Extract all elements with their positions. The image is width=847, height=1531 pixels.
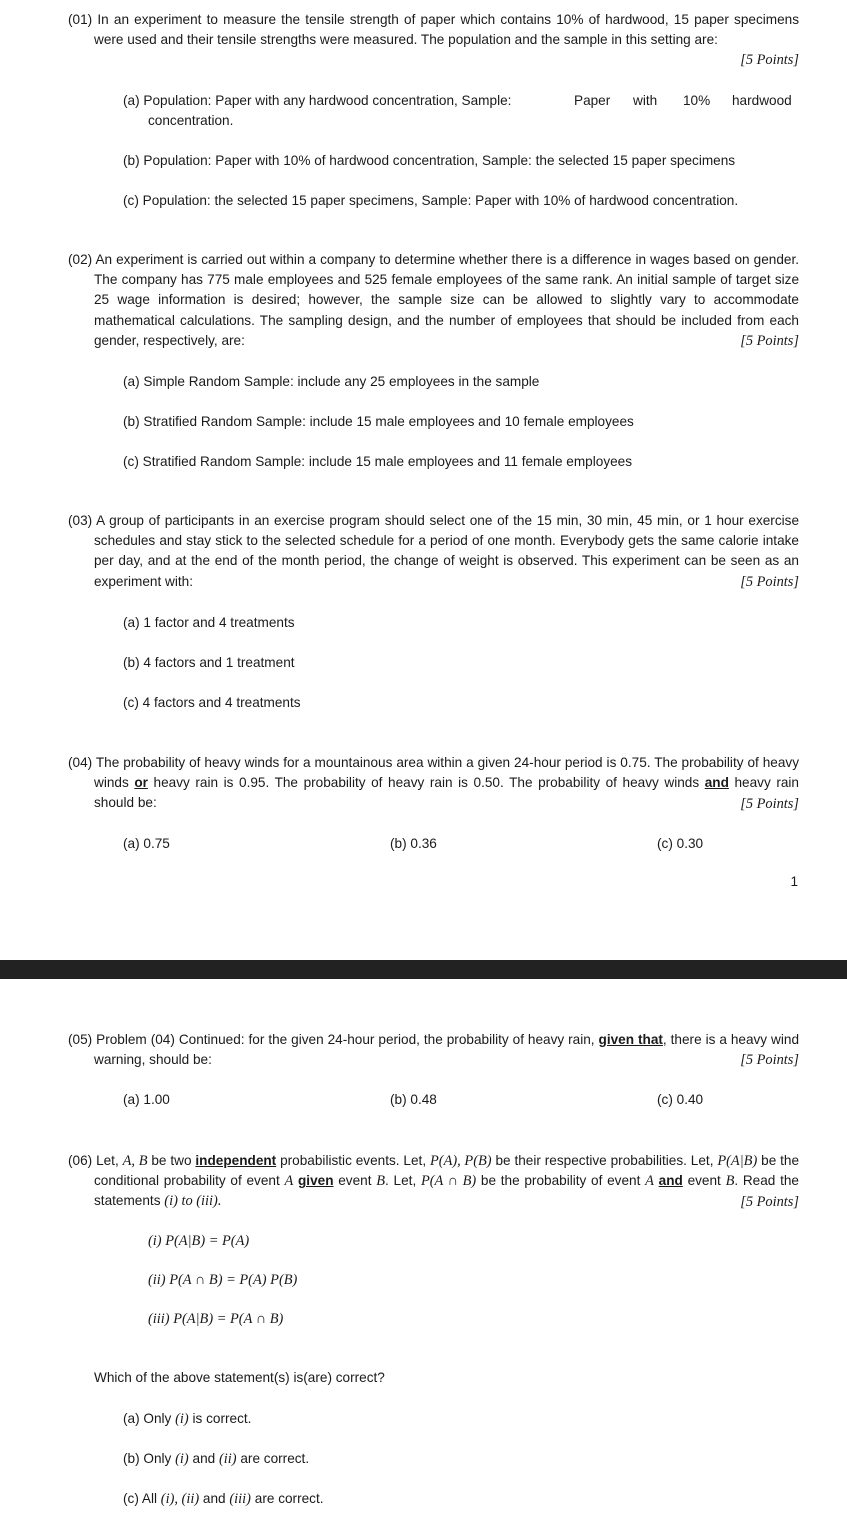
question-number: (05) (68, 1032, 93, 1047)
math-statement-ref: (i), (ii) (160, 1491, 200, 1507)
question-04-text (68, 753, 799, 814)
emphasis-and: and (658, 1173, 683, 1189)
math-event-a: A (645, 1173, 654, 1190)
option-label: (b) (123, 414, 140, 429)
option-text: and (192, 1451, 216, 1466)
question-body: In an experiment to measure the tensile strength of paper which contains 10% of hardwood, 15 paper specimens were used and their tensile strengths were measured. The population and the sample in this setting are: (94, 12, 800, 48)
option-text: 0.48 (410, 1092, 437, 1107)
question-body: The probability of heavy winds for a mountainous area within a given 24-hour period is 0.75. The probability of heavy winds (94, 755, 799, 791)
option-text-word: 10% (683, 93, 711, 108)
option-text: concentration. (148, 113, 234, 128)
question-number: (06) (68, 1153, 93, 1168)
option-text: 4 factors and 4 treatments (142, 695, 301, 710)
option-label: (a) (123, 615, 140, 630)
question-body: Problem (04) Continued: for the given 24-hour period, the probability of heavy rain, (96, 1032, 595, 1047)
question-body: probabilistic events. Let, (280, 1153, 427, 1168)
question-01 (68, 10, 800, 68)
question-number: (02) (68, 252, 93, 267)
option-label: (c) (123, 454, 139, 469)
question-05-text (68, 1030, 799, 1070)
math-event-b: B (725, 1173, 735, 1190)
option-c[interactable] (123, 1489, 324, 1509)
option-text: 1 factor and 4 treatments (143, 615, 295, 630)
points-label: [5 Points] (740, 52, 799, 68)
option-text: are correct. (240, 1451, 310, 1466)
option-c[interactable] (123, 452, 632, 472)
option-label: (a) (123, 1092, 140, 1107)
option-label: (c) (123, 1491, 139, 1506)
option-label: (a) (123, 93, 140, 108)
math-statement-range: (i) to (iii). (164, 1193, 222, 1210)
option-text: Only (143, 1411, 172, 1426)
question-number: (04) (68, 755, 93, 770)
option-text: 1.00 (143, 1092, 170, 1107)
statement-i (148, 1231, 249, 1251)
statement-expr: P(A|B) = P(A) (165, 1233, 250, 1249)
option-label: (b) (123, 153, 140, 168)
option-a[interactable] (123, 613, 295, 633)
question-number: (03) (68, 513, 93, 528)
option-text: and (202, 1491, 226, 1506)
question-03-text (68, 511, 799, 592)
points-label: [5 Points] (740, 333, 799, 349)
option-label: (c) (123, 193, 139, 208)
option-a[interactable] (123, 372, 539, 392)
option-c[interactable] (657, 834, 703, 854)
option-text: All (141, 1491, 157, 1506)
option-text: Population: the selected 15 paper specimens, Sample: Paper with 10% of hardwood concentration. (142, 193, 739, 208)
page-number: 1 (790, 874, 798, 889)
option-label: (b) (123, 655, 140, 670)
question-body: be two (151, 1153, 192, 1168)
option-label: (c) (123, 695, 139, 710)
emphasis-given: given (298, 1173, 334, 1189)
option-text: Stratified Random Sample: include 15 male employees and 10 female employees (143, 414, 634, 429)
option-label: (b) (123, 1451, 140, 1466)
question-06 (68, 1151, 799, 1212)
option-text: 0.40 (676, 1092, 704, 1107)
option-b[interactable] (123, 151, 735, 171)
emphasis-given-that: given that (598, 1032, 663, 1047)
page-2 (0, 979, 847, 1531)
option-label: (a) (123, 836, 140, 851)
points-label: [5 Points] (740, 574, 799, 590)
option-a-continued (148, 111, 233, 131)
question-02 (68, 250, 799, 351)
emphasis-or: or (134, 775, 148, 791)
question-body: . Read the statements (94, 1173, 799, 1209)
question-03 (68, 511, 799, 592)
math-probabilities: P(A), P(B) (429, 1153, 492, 1169)
statement-ii (148, 1270, 297, 1290)
option-b[interactable] (123, 412, 634, 432)
option-text: 0.75 (143, 836, 170, 851)
question-body: An experiment is carried out within a company to determine whether there is a difference in wages based on gender. The company has 775 male employees and 525 female employees of the same rank. An initial sample of target size 25 wage information is desired; however, the sample size can be allowed to slightly vary to accommodate mathematical calculations. The sampling design, and the number of employees that should be included from each gender, respectively, are: (94, 252, 799, 348)
points-label: [5 Points] (740, 1194, 799, 1210)
question-body: . Let, (385, 1173, 417, 1189)
question-body: heavy rain is 0.95. The probability of heavy rain is 0.50. The probability of heavy winds (153, 775, 700, 791)
math-event-a: A (284, 1173, 294, 1190)
math-statement-ref: (iii) (229, 1491, 251, 1507)
option-label: (b) (390, 836, 407, 851)
question-body: Let, (96, 1153, 119, 1168)
math-event-b: B (376, 1173, 386, 1190)
question-body: be the conditional probability of event (94, 1153, 800, 1189)
option-a[interactable] (123, 1409, 251, 1429)
math-conditional: P(A|B) (717, 1153, 758, 1169)
points-label: [5 Points] (740, 796, 799, 812)
question-01-text (68, 10, 799, 50)
question-06-text (68, 1151, 799, 1212)
option-b[interactable] (390, 834, 437, 854)
statement-id: (iii) (148, 1311, 170, 1327)
question-number: (01) (68, 12, 93, 27)
question-body: heavy rain should be: (94, 775, 799, 811)
question-body: A group of participants in an exercise program should select one of the 15 min, 30 min, 45 min, or 1 hour exercise schedules and stay stick to the selected schedule for a period of one month. Everybody gets the same calorie intake per day, and at the end of the month period, the change of weight is observed. This experiment can be seen as an experiment with: (94, 513, 799, 589)
option-text-word: hardwood (732, 93, 792, 108)
option-text-word: with (633, 93, 658, 108)
statement-id: (ii) (148, 1272, 166, 1288)
statement-id: (i) (148, 1233, 162, 1249)
option-a[interactable] (123, 91, 799, 111)
question-05 (68, 1030, 799, 1070)
option-c[interactable] (123, 693, 301, 713)
question-body: be their respective probabilities. Let, (495, 1153, 714, 1168)
points-label: [5 Points] (740, 1052, 799, 1068)
question-body: , there is a heavy wind warning, should be: (94, 1032, 800, 1068)
statement-iii (148, 1309, 283, 1329)
option-b[interactable] (123, 653, 295, 673)
option-text: are correct. (254, 1491, 324, 1506)
question-body: event (687, 1173, 721, 1189)
option-label: (b) (390, 1092, 407, 1107)
question-body: be the probability of event (480, 1173, 641, 1189)
statement-expr: P(A ∩ B) = P(A) P(B) (169, 1272, 298, 1288)
option-text: Population: Paper with 10% of hardwood concentration, Sample: the selected 15 paper specimens (143, 153, 736, 168)
option-c[interactable] (657, 1090, 703, 1110)
option-text: 0.30 (676, 836, 704, 851)
emphasis-independent: independent (195, 1153, 277, 1168)
option-b[interactable] (390, 1090, 437, 1110)
option-label: (a) (123, 1411, 140, 1426)
option-text: Simple Random Sample: include any 25 employees in the sample (143, 374, 540, 389)
option-text: Only (143, 1451, 172, 1466)
page-divider (0, 960, 847, 979)
question-06-prompt: Which of the above statement(s) is(are) correct? (94, 1370, 385, 1385)
option-text: 4 factors and 1 treatment (143, 655, 295, 670)
option-c[interactable] (123, 191, 738, 211)
option-b[interactable] (123, 1449, 309, 1469)
emphasis-and: and (704, 775, 729, 791)
option-label: (c) (657, 1092, 673, 1107)
option-text: Stratified Random Sample: include 15 male employees and 11 female employees (142, 454, 633, 469)
option-label: (c) (657, 836, 673, 851)
option-a[interactable] (123, 1090, 170, 1110)
question-04 (68, 753, 799, 814)
math-events: A, B (122, 1153, 148, 1169)
option-label: (a) (123, 374, 140, 389)
option-a[interactable] (123, 834, 170, 854)
option-text: is correct. (192, 1411, 252, 1426)
option-text: 0.36 (410, 836, 437, 851)
option-text-word: Paper (574, 93, 611, 108)
math-statement-ref: (ii) (218, 1451, 237, 1467)
math-intersection: P(A ∩ B) (420, 1173, 477, 1190)
math-statement-ref: (i) (175, 1411, 189, 1427)
statement-expr: P(A|B) = P(A ∩ B) (173, 1311, 284, 1327)
option-text: Population: Paper with any hardwood concentration, Sample: (143, 93, 512, 108)
math-statement-ref: (i) (175, 1451, 189, 1467)
question-02-text (68, 250, 799, 351)
question-body: event (338, 1173, 372, 1189)
